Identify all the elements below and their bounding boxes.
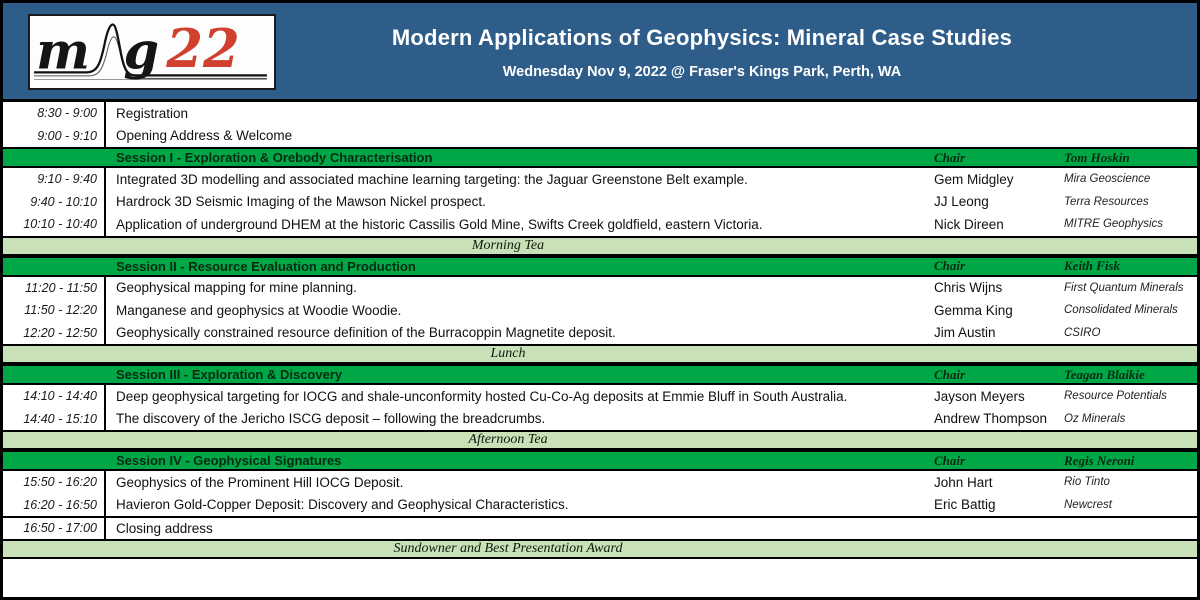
talk-speaker — [928, 125, 1060, 148]
talk-row — [3, 494, 1197, 517]
talk-speaker — [928, 102, 1060, 125]
talk-speaker: Gemma King — [934, 302, 1013, 318]
talk-row — [3, 385, 1197, 408]
talk-title: Manganese and geophysics at Woodie Woodie. — [116, 302, 402, 318]
talk-speaker: Jayson Meyers — [934, 388, 1025, 404]
talk-affiliation — [1060, 125, 1197, 148]
session-title: Session I - Exploration & Orebody Characterisation — [116, 150, 433, 165]
break-row — [3, 430, 1197, 450]
chair-label: Chair — [934, 452, 966, 468]
talk-title: Opening Address & Welcome — [116, 128, 293, 144]
talk-affiliation: Oz Minerals — [1064, 412, 1126, 425]
talk-affiliation: Rio Tinto — [1064, 476, 1110, 489]
session-title: Session III - Exploration & Discovery — [116, 367, 343, 382]
talk-row — [3, 516, 1197, 539]
break-label: Afternoon Tea — [468, 432, 548, 447]
talk-time: 9:00 - 9:10 — [3, 125, 106, 148]
talk-row — [3, 125, 1197, 148]
talk-time: 8:30 - 9:00 — [3, 102, 106, 125]
talk-title: Registration — [116, 105, 189, 121]
session-row-spacer — [3, 149, 106, 166]
talk-title: Application of underground DHEM at the historic Cassilis Gold Mine, Swifts Creek goldfield, eastern Victoria. — [116, 216, 763, 232]
talk-row — [3, 277, 1197, 300]
chair-label: Chair — [934, 149, 966, 165]
talk-affiliation: Consolidated Minerals — [1064, 304, 1178, 317]
talk-row — [3, 191, 1197, 214]
talk-title: Geophysically constrained resource definition of the Burracoppin Magnetite deposit. — [116, 325, 616, 341]
session-title: Session IV - Geophysical Signatures — [116, 453, 342, 468]
break-label: Lunch — [490, 346, 526, 361]
talk-title: Closing address — [116, 520, 213, 536]
talk-title: Geophysics of the Prominent Hill IOCG Deposit. — [116, 474, 404, 490]
talk-affiliation: CSIRO — [1064, 326, 1101, 339]
session-row-spacer — [3, 258, 106, 275]
talk-time: 16:50 - 17:00 — [3, 518, 106, 539]
logo-year: 22 — [166, 18, 240, 81]
logo-letter-g: g — [123, 20, 160, 81]
talk-row — [3, 408, 1197, 431]
talk-speaker: Jim Austin — [934, 325, 996, 341]
talk-row — [3, 471, 1197, 494]
talk-affiliation: Resource Potentials — [1064, 390, 1167, 403]
talk-time: 11:50 - 12:20 — [3, 299, 106, 322]
talk-time: 9:40 - 10:10 — [3, 191, 106, 214]
talk-time: 12:20 - 12:50 — [3, 322, 106, 345]
talk-title: Integrated 3D modelling and associated machine learning targeting: the Jaguar Greenstone Belt example. — [116, 171, 748, 187]
break-row — [3, 344, 1197, 364]
talk-title: Deep geophysical targeting for IOCG and shale-unconformity hosted Cu-Co-Ag deposits at Emmie Bluff in South Australia. — [116, 388, 848, 404]
talk-affiliation: Mira Geoscience — [1064, 173, 1151, 186]
talk-row — [3, 102, 1197, 125]
talk-row — [3, 322, 1197, 345]
header-text — [295, 3, 1109, 99]
talk-time: 14:40 - 15:10 — [3, 408, 106, 431]
talk-speaker: JJ Leong — [934, 194, 989, 210]
logo-letter-m: m — [36, 20, 90, 81]
talk-affiliation — [1060, 518, 1197, 539]
talk-title: The discovery of the Jericho ISCG deposit – following the breadcrumbs. — [116, 411, 546, 427]
talk-time: 10:10 - 10:40 — [3, 213, 106, 236]
talk-speaker: Andrew Thompson — [934, 411, 1048, 427]
chair-name: Keith Fisk — [1064, 258, 1120, 273]
chair-name: Tom Hoskin — [1064, 149, 1130, 165]
chair-name: Teagan Blaikie — [1064, 366, 1145, 382]
talk-title: Hardrock 3D Seismic Imaging of the Mawson Nickel prospect. — [116, 194, 486, 210]
break-label: Morning Tea — [471, 237, 545, 253]
talk-row — [3, 168, 1197, 191]
chair-label: Chair — [934, 258, 966, 273]
session-row — [3, 364, 1197, 385]
talk-time: 9:10 - 9:40 — [3, 168, 106, 191]
mag22-logo — [28, 14, 276, 90]
break-row — [3, 539, 1197, 559]
talk-time: 15:50 - 16:20 — [3, 471, 106, 494]
talk-time: 16:20 - 16:50 — [3, 494, 106, 517]
break-row — [3, 236, 1197, 256]
talk-row — [3, 299, 1197, 322]
talk-affiliation — [1060, 102, 1197, 125]
talk-speaker: Eric Battig — [934, 497, 996, 513]
chair-label: Chair — [934, 366, 966, 382]
chair-name: Regis Neroni — [1064, 452, 1135, 468]
talk-affiliation: MITRE Geophysics — [1064, 218, 1164, 231]
talk-time: 14:10 - 14:40 — [3, 385, 106, 408]
talk-title: Geophysical mapping for mine planning. — [116, 280, 357, 296]
session-title: Session II - Resource Evaluation and Production — [116, 258, 416, 274]
session-row-spacer — [3, 452, 106, 469]
session-row-spacer — [3, 366, 106, 383]
talk-time: 11:20 - 11:50 — [3, 277, 106, 300]
talk-speaker: Gem Midgley — [934, 171, 1014, 187]
talk-speaker — [928, 518, 1060, 539]
mag22-logo-graphic — [30, 16, 274, 88]
talk-row — [3, 213, 1197, 236]
talk-affiliation: Newcrest — [1064, 498, 1112, 511]
talk-speaker: Nick Direen — [934, 216, 1004, 232]
talk-speaker: John Hart — [934, 474, 993, 490]
event-date-location: Wednesday Nov 9, 2022 @ Fraser's Kings Park, Perth, WA — [502, 63, 902, 80]
session-row — [3, 147, 1197, 168]
header — [3, 3, 1197, 102]
schedule-table — [3, 102, 1197, 594]
session-row — [3, 450, 1197, 471]
talk-speaker: Chris Wijns — [934, 280, 1003, 296]
page-title: Modern Applications of Geophysics: Mineral Case Studies — [391, 24, 1013, 50]
session-row — [3, 256, 1197, 277]
break-label: Sundowner and Best Presentation Award — [393, 540, 623, 556]
talk-title: Havieron Gold-Copper Deposit: Discovery and Geophysical Characteristics. — [116, 497, 569, 513]
talk-affiliation: First Quantum Minerals — [1064, 281, 1184, 294]
talk-affiliation: Terra Resources — [1064, 195, 1149, 208]
